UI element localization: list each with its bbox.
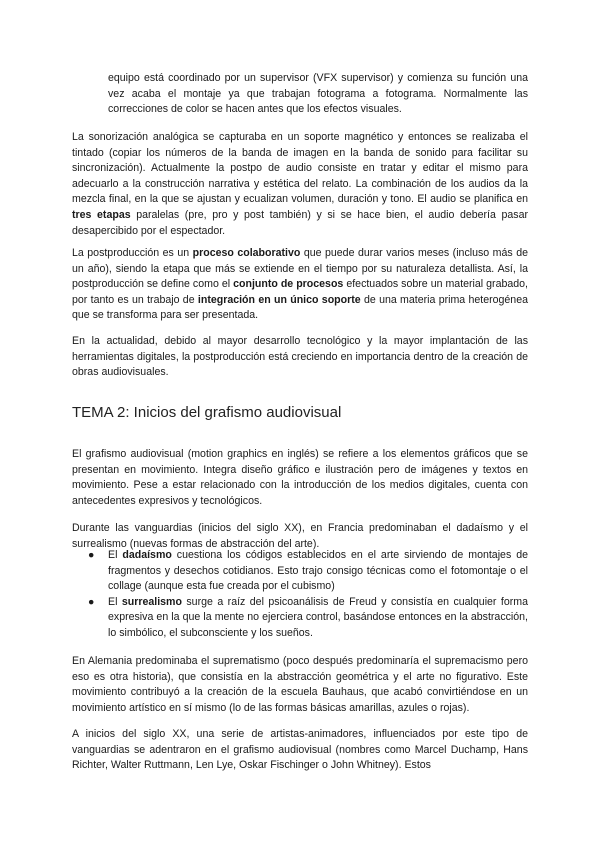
text-run: de una materia prima heterogénea que se transforma para ser presentada. — [72, 293, 528, 322]
paragraph-vfx-continuation: equipo está coordinado por un supervisor (VFX supervisor) y comienza su función una vez acaba el montaje ya que trabajan fotograma a fotograma. Normalmente las correcciones de color se hacen antes que los efectos visuales. — [108, 72, 528, 116]
bold-integracion: integración en un único soporte — [197, 293, 361, 306]
bold-surrealismo: surrealismo — [121, 595, 182, 608]
text-run: paralelas (pre, pro y post también) y si se hace bien, el audio debería pasar desapercibido por el espectador. — [72, 208, 528, 237]
bullet-icon: ● — [88, 549, 95, 561]
bullet-item-dadaismo — [88, 548, 528, 595]
bullet-item-surrealismo — [88, 595, 528, 642]
paragraph-artistas: A inicios del siglo XX, una serie de artistas-animadores, influenciados por este tipo de vanguardias se adentraron en el grafismo audiovisual (nombres como Marcel Duchamp, Hans Richter, Walter Ruttmann, Len Lye, Oskar Fischinger o John Whitney). Estos — [72, 728, 528, 772]
text-run: La sonorización analógica se capturaba en un soporte magnético y entonces se realizaba el tintado (copiar los números de la banda de imagen en la banda de sonido para facilitar su sincronización). Actualmente la postpo de audio consiste en tratar y editar el mismo para adecuarlo a la construcción narrativa y estética del relato. La combinación de los audios da la mezcla final, en la que se ajustan y ecualizan volumen, duración y tono. El audio se planifica en — [72, 131, 528, 206]
text-run: El — [108, 549, 123, 561]
text-run: que puede durar varios meses (incluso más de un año), siendo la etapa que más se extiende en el tiempo por su naturaleza detallista. Así, la postproducción se define como el — [72, 247, 528, 291]
paragraph-postproduccion — [72, 246, 528, 324]
text-run: efectuados sobre un material grabado, por tanto es un trabajo de — [72, 278, 528, 306]
section-heading: TEMA 2: Inicios del grafismo audiovisual — [72, 404, 342, 421]
paragraph-actualidad: En la actualidad, debido al mayor desarrollo tecnológico y la mayor implantación de las herramientas digitales, la postproducción está creciendo en importancia dentro de la creación de obras audiovisuales. — [72, 335, 528, 379]
paragraph-sonorizacion — [72, 130, 528, 239]
paragraph-alemania: En Alemania predominaba el suprematismo (poco después predominaría el supremacismo pero eso es otra historia), que consistía en la abstracción geométrica y el arte no figurativo. Este movimiento contribuyó a la creación de la escuela Bauhaus, que acabó convirtiéndose en un movimiento artístico en sí mismo (lo de las formas básicas amarillas, azules o rojas). — [72, 655, 528, 714]
bold-dadaismo: dadaísmo — [122, 549, 172, 561]
text-run: cuestiona los códigos establecidos en el arte sirviendo de montajes de fragmentos y desechos cotidianos. Esto trajo consigo técnicas como el fotomontaje o el collage (aunque esta fue creada por el cubismo) — [108, 549, 528, 593]
text-run: El — [108, 595, 122, 608]
bold-tres-etapas: tres etapas — [72, 208, 131, 221]
text-run: surge a raíz del psicoanálisis de Freud y consistía en cualquier forma expresiva en la que la mente no ejerciera control, basándose entonces en la abstracción, lo simbólico, el subconsciente y los sueños. — [108, 595, 528, 639]
paragraph-grafismo: El grafismo audiovisual (motion graphics en inglés) se refiere a los elementos gráficos que se presentan en movimiento. Integra diseño gráfico e ilustración pero de imágenes y textos en movimiento. Pese a estar relacionado con la introducción de los medios digitales, cuenta con antecedentes expresivos y tecnológicos. — [72, 448, 528, 507]
bullet-icon: ● — [88, 595, 95, 608]
text-run: La postproducción es un — [72, 247, 193, 259]
bullet-list — [88, 548, 528, 642]
bold-proceso-colaborativo: proceso colaborativo — [192, 247, 301, 259]
paragraph-vanguardias: Durante las vanguardias (inicios del siglo XX), en Francia predominaban el dadaísmo y el surrealismo (nuevas formas de abstracción del arte). — [72, 522, 528, 550]
bold-conjunto-de-procesos: conjunto de procesos — [233, 278, 344, 291]
